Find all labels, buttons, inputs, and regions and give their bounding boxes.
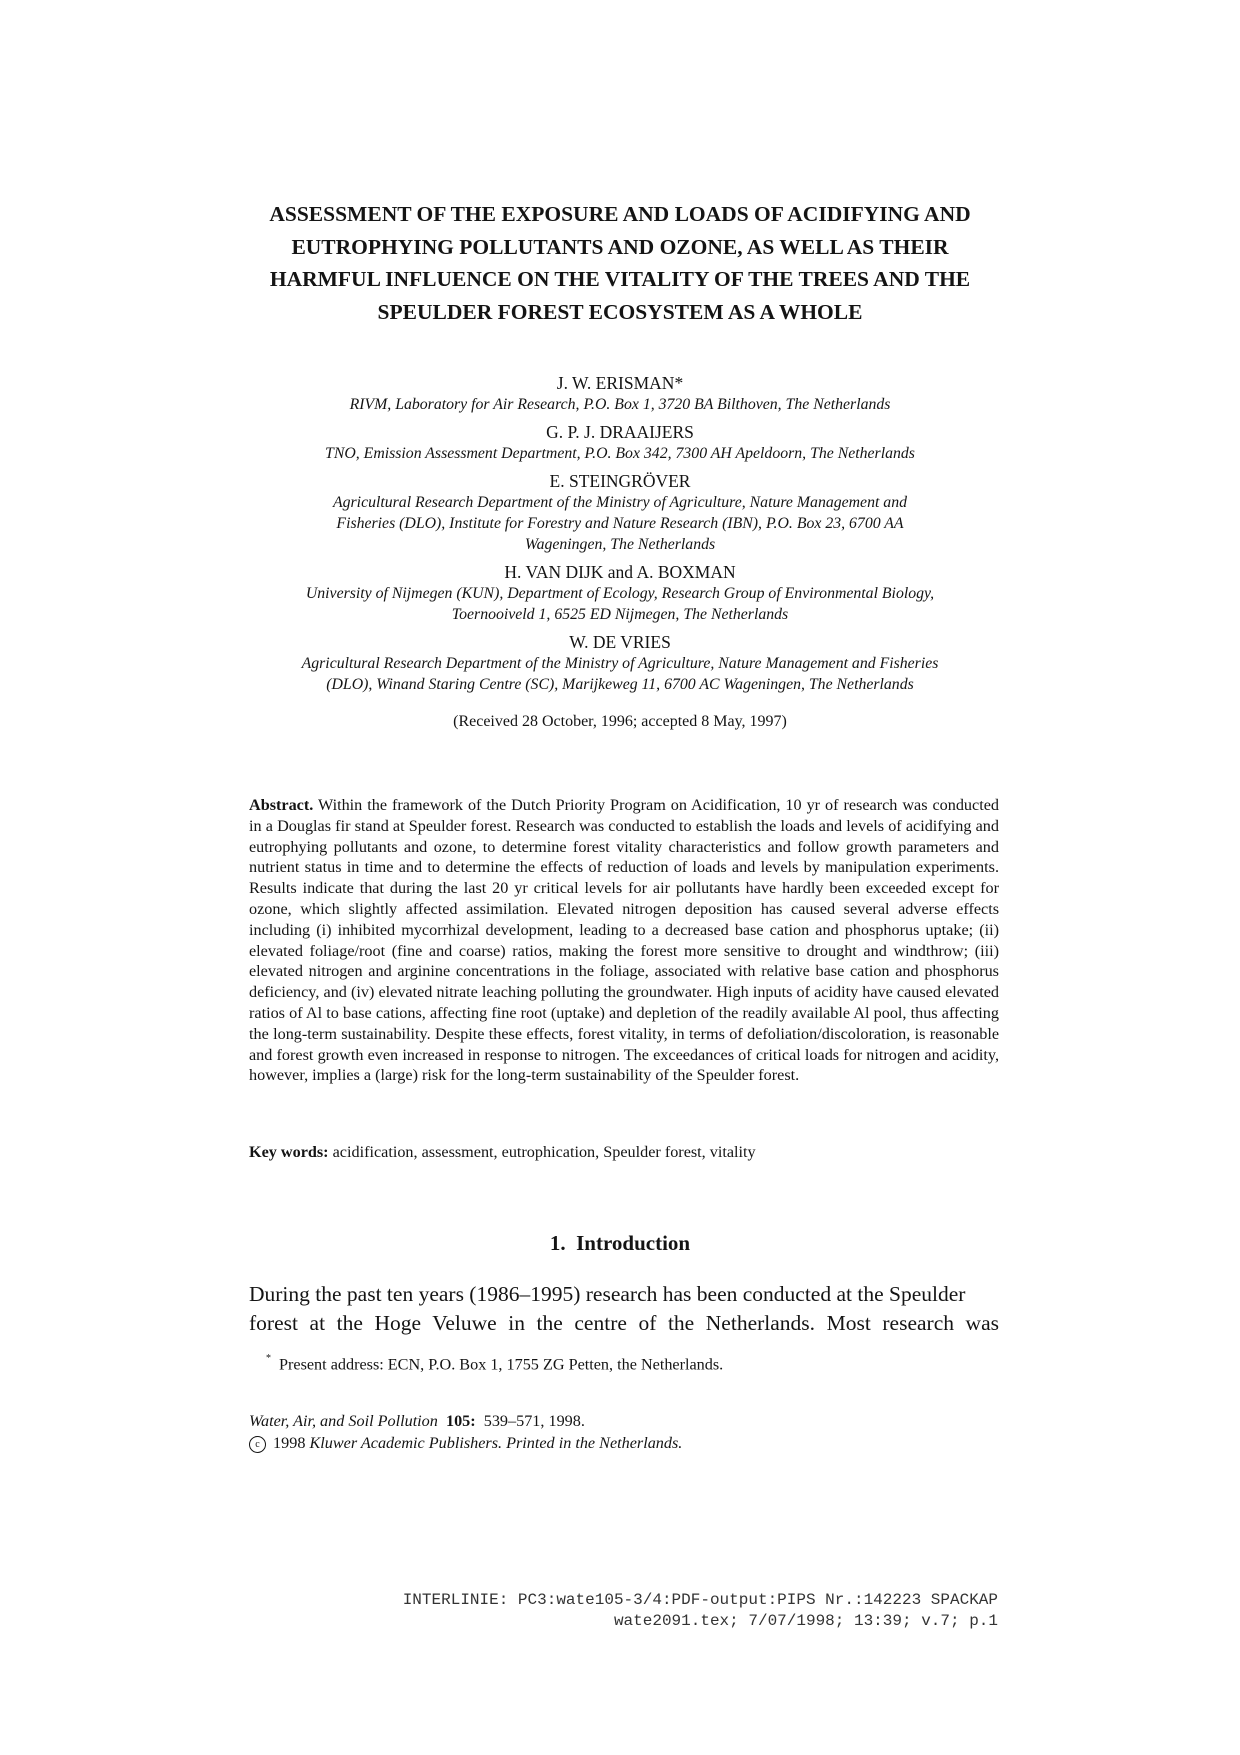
received-dates: (Received 28 October, 1996; accepted 8 May, 1997)	[453, 713, 787, 730]
copyright-text: Kluwer Academic Publishers. Printed in the Netherlands.	[309, 1434, 683, 1452]
footnote-marker: *	[266, 1353, 271, 1364]
interlinie-line: INTERLINIE: PC3:wate105-3/4:PDF-output:PIPS Nr.:142223 SPACKAP	[402, 1591, 998, 1609]
author-affiliation	[230, 583, 1010, 625]
author-name: G. P. J. DRAAIJERS	[546, 422, 694, 442]
author-name: W. DE VRIES	[569, 632, 671, 652]
interlinie-footer	[403, 1590, 998, 1632]
author-name: E. STEINGRÖVER	[549, 471, 691, 491]
copyright-icon: c	[249, 1436, 266, 1453]
abstract	[249, 795, 999, 1086]
author-block	[230, 372, 1010, 415]
intro-paragraph	[249, 1280, 999, 1338]
author-block	[230, 631, 1010, 695]
author-block	[230, 470, 1010, 555]
keywords	[249, 1142, 999, 1163]
footnote	[266, 1350, 723, 1375]
affiliation-line: TNO, Emission Assessment Department, P.O. Box 342, 7300 AH Apeldoorn, The Netherlands	[325, 445, 915, 462]
affiliation-line: Toernooiveld 1, 6525 ED Nijmegen, The Netherlands	[451, 606, 789, 623]
author-block	[230, 421, 1010, 464]
author-name: H. VAN DIJK and A. BOXMAN	[504, 562, 736, 582]
affiliation-line: RIVM, Laboratory for Air Research, P.O. Box 1, 3720 BA Bilthoven, The Netherlands	[349, 396, 891, 413]
author-affiliation	[230, 492, 1010, 555]
abstract-label: Abstract.	[249, 796, 314, 814]
copyright-line	[249, 1433, 682, 1454]
affiliation-line: (DLO), Winand Staring Centre (SC), Marijkeweg 11, 6700 AC Wageningen, The Netherlands	[326, 676, 914, 693]
interlinie-line: wate2091.tex; 7/07/1998; 13:39; v.7; p.1	[613, 1612, 998, 1630]
journal-name: Water, Air, and Soil Pollution	[249, 1412, 438, 1430]
paper-title	[230, 198, 1010, 328]
author-block	[230, 561, 1010, 625]
title-line: ASSESSMENT OF THE EXPOSURE AND LOADS OF ACIDIFYING AND	[269, 202, 971, 226]
journal-citation	[249, 1411, 585, 1432]
copyright-year: 1998	[273, 1434, 306, 1452]
affiliation-line: Agricultural Research Department of the Ministry of Agriculture, Nature Management and Fisheries	[301, 655, 939, 672]
author-list	[230, 372, 1010, 732]
keywords-text: acidification, assessment, eutrophication, Speulder forest, vitality	[332, 1143, 756, 1161]
affiliation-line: University of Nijmegen (KUN), Department of Ecology, Research Group of Environmental Biology,	[305, 585, 935, 602]
affiliation-line: Agricultural Research Department of the Ministry of Agriculture, Nature Management and	[332, 494, 908, 511]
section-heading	[230, 1230, 1010, 1256]
author-affiliation	[230, 394, 1010, 415]
author-name: J. W. ERISMAN*	[556, 373, 684, 393]
footnote-text: Present address: ECN, P.O. Box 1, 1755 ZG Petten, the Netherlands.	[279, 1355, 724, 1374]
section-title: Introduction	[576, 1231, 691, 1255]
title-line: SPEULDER FOREST ECOSYSTEM AS A WHOLE	[377, 299, 863, 324]
section-number: 1.	[549, 1231, 566, 1255]
title-line: EUTROPHYING POLLUTANTS AND OZONE, AS WELL AS THEIR	[291, 234, 949, 259]
author-affiliation	[230, 443, 1010, 464]
intro-line: During the past ten years (1986–1995) research has been conducted at the Speulder	[249, 1282, 966, 1306]
author-affiliation	[230, 653, 1010, 695]
intro-line: forest at the Hoge Veluwe in the centre of the Netherlands. Most research was	[249, 1311, 999, 1335]
affiliation-line: Fisheries (DLO), Institute for Forestry and Nature Research (IBN), P.O. Box 23, 6700 AA	[336, 515, 904, 532]
affiliation-line: Wageningen, The Netherlands	[524, 536, 716, 553]
journal-pages: 539–571, 1998.	[483, 1412, 585, 1430]
abstract-text: Within the framework of the Dutch Priority Program on Acidification, 10 yr of research was conducted in a Douglas fir stand at Speulder forest. Research was conducted to establish the loads and levels of acidifying and eutrophying pollutants and ozone, to determine forest vitality characteristics and follow growth parameters and nutrient status in time and to determine the effects of reduction of loads and levels by manipulation experiments. Results indicate that during the last 20 yr critical levels for air pollutants have hardly been exceeded except for ozone, which slightly affected assimilation. Elevated nitrogen deposition has caused several adverse effects including (i) inhibited mycorrhizal development, leading to a decreased base cation and phosphorus uptake; (ii) elevated foliage/root (fine and coarse) ratios, making the forest more sensitive to drought and windthrow; (iii) elevated nitrogen and arginine concentrations in the foliage, associated with relative base cation and phosphorus deficiency, and (iv) elevated nitrate leaching polluting the groundwater. High inputs of acidity have caused elevated ratios of Al to base cations, affecting fine root (uptake) and depletion of the readily available Al pool, thus affecting the long-term sustainability. Despite these effects, forest vitality, in terms of defoliation/discoloration, is reasonable and forest growth even increased in response to nitrogen. The exceedances of critical loads for nitrogen and acidity, however, implies a (large) risk for the long-term sustainability of the Speulder forest.	[249, 796, 999, 1085]
journal-volume: 105:	[445, 1412, 476, 1430]
keywords-label: Key words:	[249, 1143, 329, 1161]
title-line: HARMFUL INFLUENCE ON THE VITALITY OF THE TREES AND THE	[269, 267, 971, 291]
